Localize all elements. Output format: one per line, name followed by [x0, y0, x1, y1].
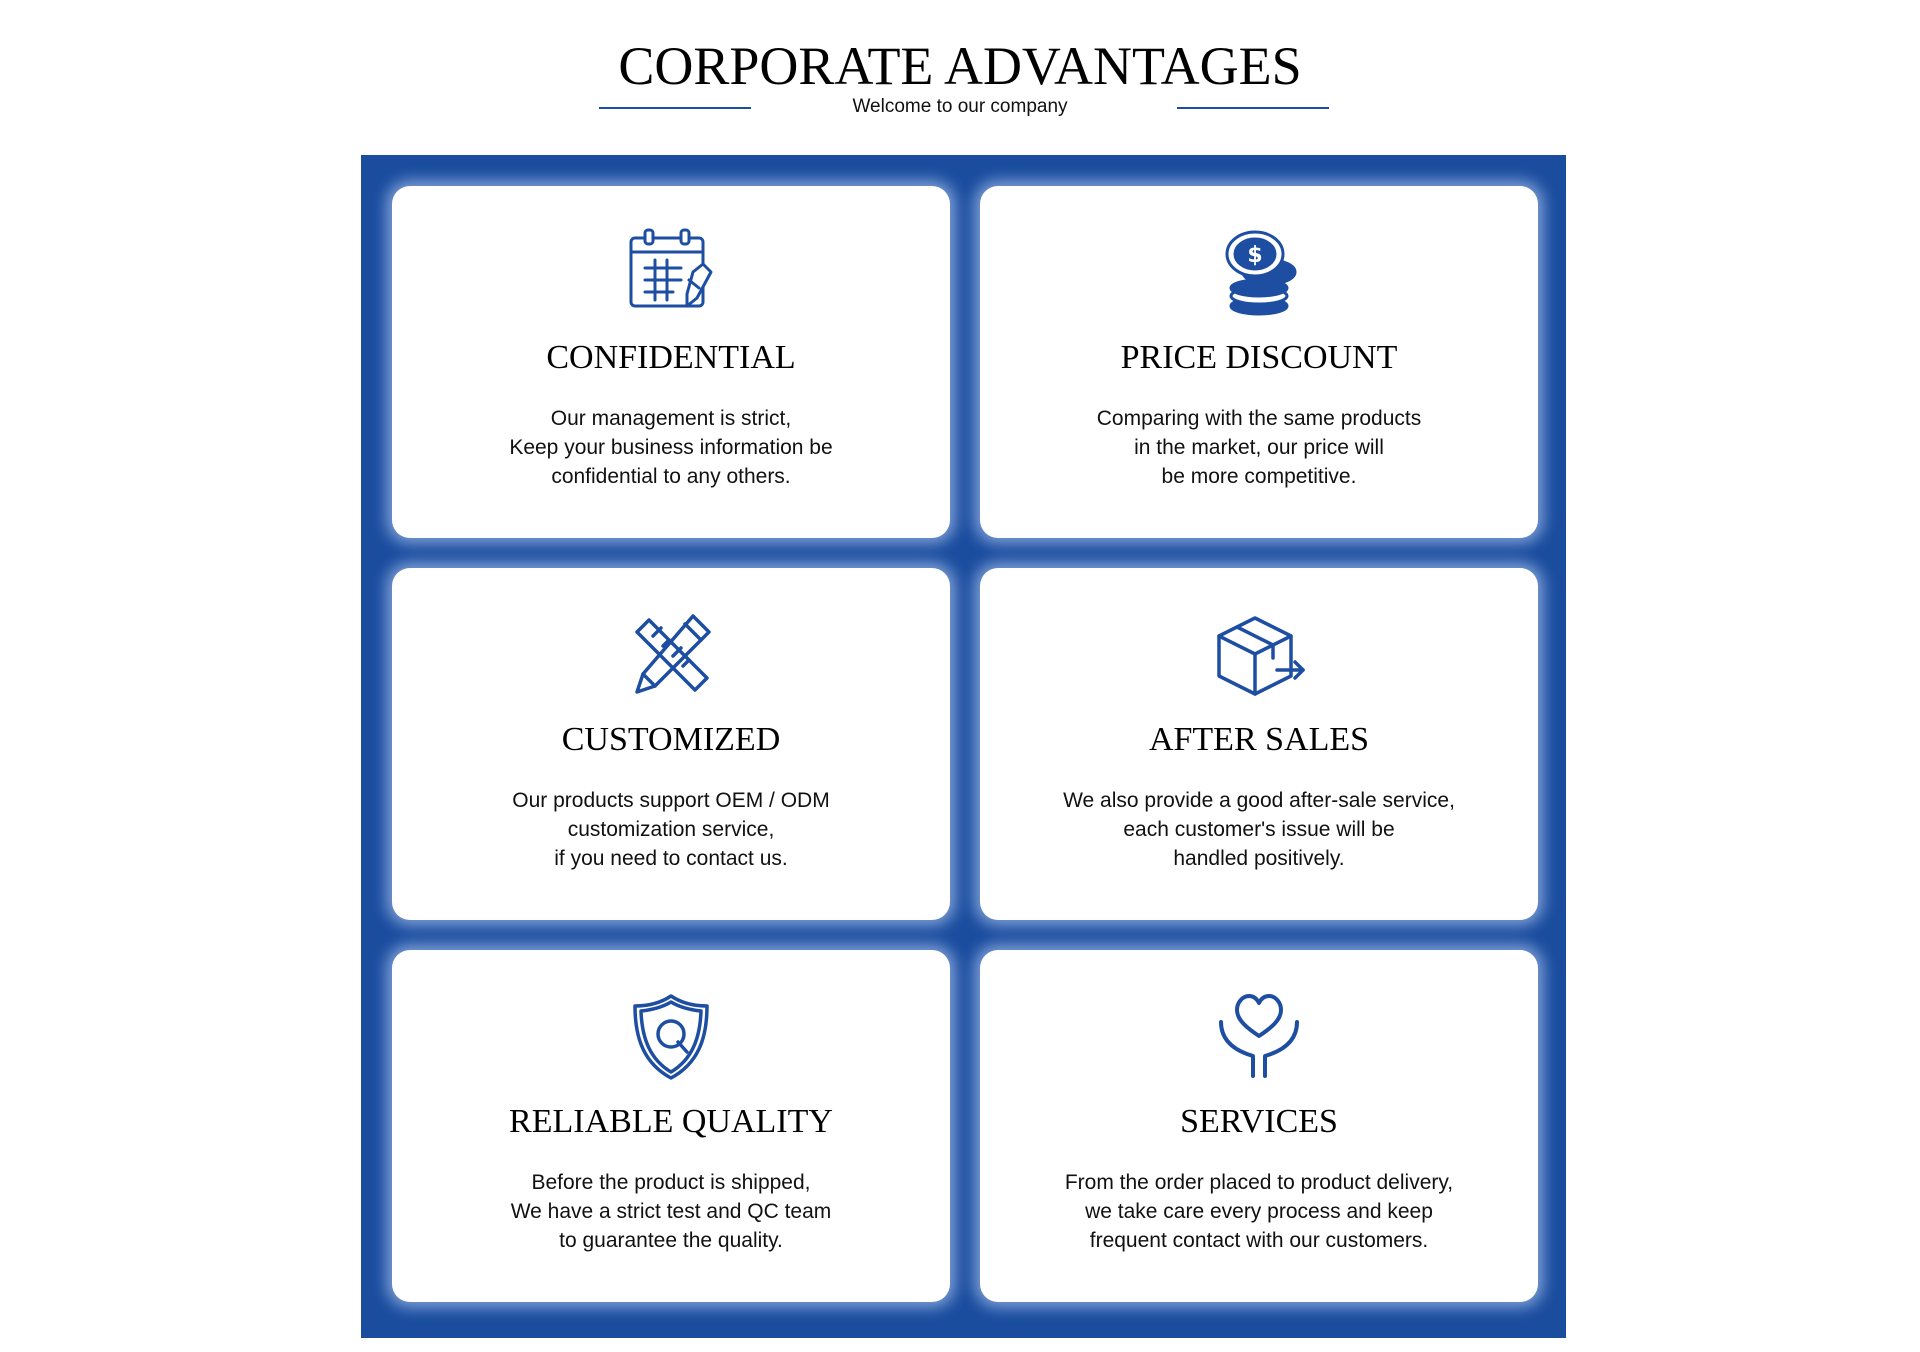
- card-description: [392, 404, 950, 491]
- card-description-line: We have a strict test and QC team: [510, 1200, 832, 1223]
- svg-text:$: $: [1247, 243, 1263, 268]
- card-title: CONFIDENTIAL: [546, 339, 796, 376]
- advantage-card-services: [980, 950, 1538, 1302]
- card-description-line: customization service,: [567, 818, 775, 841]
- advantage-card-reliable-quality: [392, 950, 950, 1302]
- coins-dollar-icon: [1211, 224, 1307, 320]
- card-description-line: in the market, our price will: [1134, 436, 1384, 459]
- card-description-line: Before the product is shipped,: [531, 1171, 811, 1194]
- advantage-card-price-discount: [980, 186, 1538, 538]
- card-description-line: handled positively.: [1173, 847, 1345, 870]
- page-subtitle: Welcome to our company: [852, 96, 1068, 117]
- advantage-card-after-sales: [980, 568, 1538, 920]
- card-description: [392, 786, 950, 873]
- card-description: [980, 1168, 1538, 1255]
- calendar-pencil-icon: [623, 224, 719, 320]
- card-description: [980, 786, 1538, 873]
- card-description-line: Keep your business information be: [509, 436, 833, 459]
- card-description-line: Our products support OEM / ODM: [512, 789, 830, 812]
- card-title: CUSTOMIZED: [561, 721, 781, 758]
- card-description-line: Comparing with the same products: [1096, 407, 1422, 430]
- card-title: SERVICES: [1180, 1103, 1338, 1140]
- shield-q-icon: [623, 988, 719, 1084]
- card-description-line: confidential to any others.: [551, 465, 791, 488]
- card-description-line: We also provide a good after-sale service,: [1063, 789, 1455, 812]
- advantage-card-confidential: [392, 186, 950, 538]
- card-title: PRICE DISCOUNT: [1120, 339, 1398, 376]
- card-title: AFTER SALES: [1148, 721, 1370, 758]
- card-description-line: we take care every process and keep: [1085, 1200, 1433, 1223]
- card-description-line: From the order placed to product delivery,: [1064, 1171, 1454, 1194]
- card-description: [980, 404, 1538, 491]
- card-title: RELIABLE QUALITY: [509, 1103, 833, 1140]
- card-description-line: Our management is strict,: [550, 407, 792, 430]
- page-header: [0, 0, 1920, 150]
- box-arrow-icon: [1211, 606, 1307, 702]
- advantage-card-customized: [392, 568, 950, 920]
- ruler-pencil-icon: [623, 606, 719, 702]
- card-description: [392, 1168, 950, 1255]
- card-description-line: to guarantee the quality.: [559, 1229, 783, 1252]
- page-title: CORPORATE ADVANTAGES: [618, 36, 1302, 96]
- subtitle-rule-right: [1177, 107, 1329, 109]
- hands-heart-icon: [1211, 988, 1307, 1084]
- card-description-line: be more competitive.: [1161, 465, 1357, 488]
- card-description-line: frequent contact with our customers.: [1089, 1229, 1429, 1252]
- card-description-line: each customer's issue will be: [1123, 818, 1395, 841]
- card-description-line: if you need to contact us.: [554, 847, 788, 870]
